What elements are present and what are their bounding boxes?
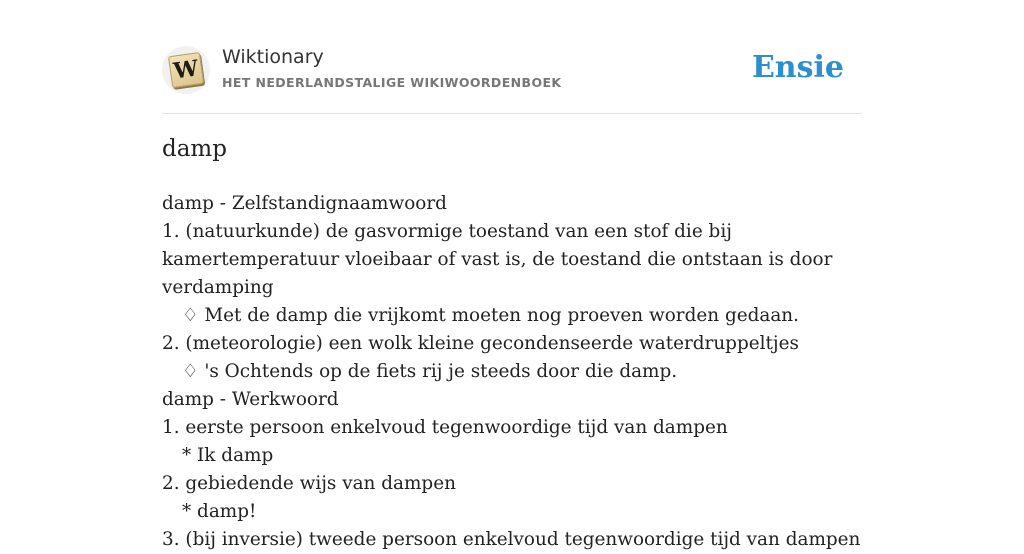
entry-heading: damp - Werkwoord	[162, 389, 339, 410]
ensie-brand-link[interactable]: Ensie	[751, 50, 844, 85]
site-tagline: HET NEDERLANDSTALIGE WIKIWOORDENBOEK	[222, 75, 562, 90]
sense-definition: 1. (natuurkunde) de gasvormige toestand van een stof die bij kamertemperatuur vloeibaar of vast is, de toestand die ontstaan is door verdamping	[162, 221, 833, 298]
sense-definition: 1. eerste persoon enkelvoud tegenwoordige tijd van dampen	[162, 417, 728, 438]
wiktionary-logo[interactable]	[162, 46, 210, 94]
sense-definition: 2. gebiedende wijs van dampen	[162, 473, 456, 494]
sense-definition: 2. (meteorologie) een wolk kleine gecondenseerde waterdruppeltjes	[162, 333, 799, 354]
definition-content	[162, 190, 862, 554]
wiktionary-logo-icon: W	[168, 52, 204, 88]
sense-example: * Ik damp	[182, 445, 274, 466]
sense-example: ♢ 's Ochtends op de fiets rij je steeds door die damp.	[182, 361, 678, 382]
site-name[interactable]: Wiktionary	[222, 46, 324, 68]
header-divider	[162, 113, 862, 114]
entry-heading: damp - Zelfstandignaamwoord	[162, 193, 447, 214]
sense-definition: 3. (bij inversie) tweede persoon enkelvoud tegenwoordige tijd van dampen	[162, 529, 861, 550]
site-header	[162, 44, 862, 98]
sense-example: * damp!	[182, 501, 257, 522]
page-title: damp	[162, 136, 227, 162]
sense-example: ♢ Met de damp die vrijkomt moeten nog proeven worden gedaan.	[182, 305, 799, 326]
